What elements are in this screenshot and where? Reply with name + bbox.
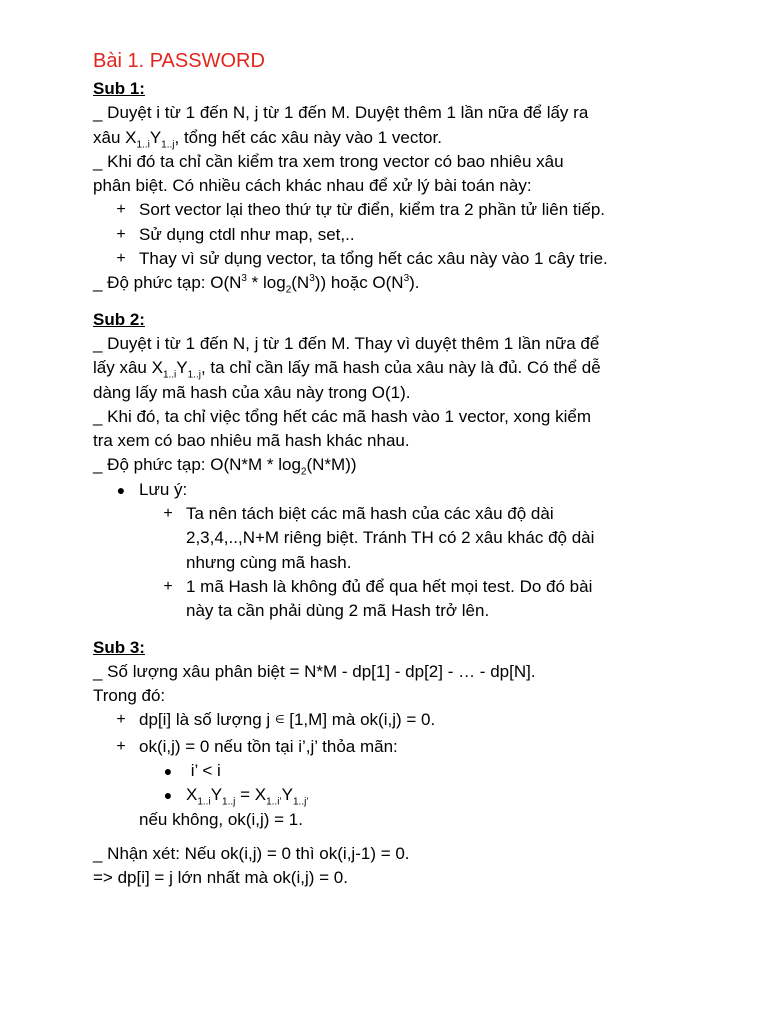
sub2-heading: Sub 2: xyxy=(93,309,145,329)
subscript: 1..j’ xyxy=(293,796,309,808)
sub3-conclusion: => dp[i] = j lớn nhất mà ok(i,j) = 0. xyxy=(93,868,348,888)
list-item-text: Ta nên tách biệt các mã hash của các xâu độ dài xyxy=(186,504,554,524)
plus-bullet-icon: + xyxy=(116,250,126,268)
text: _ Độ phức tạp: O(N*M * log xyxy=(93,455,301,475)
subscript: 1..i’ xyxy=(266,796,282,808)
subscript: 1..j xyxy=(161,138,175,150)
list-item-text: 1 mã Hash là không đủ để qua hết mọi test. Do đó bài xyxy=(186,576,593,596)
text: ). xyxy=(409,273,420,293)
spacer xyxy=(93,624,733,636)
sub1-paragraph-2a: _ Khi đó ta chỉ cần kiểm tra xem trong vector có bao nhiêu xâu xyxy=(93,151,564,171)
dot-bullet-icon: ● xyxy=(163,787,173,804)
sub3-heading: Sub 3: xyxy=(93,637,145,657)
text: _ Độ phức tạp: O(N xyxy=(93,273,242,293)
text: * log xyxy=(246,273,286,293)
superscript: 3 xyxy=(309,272,315,284)
text: , tổng hết các xâu này vào 1 vector. xyxy=(174,127,442,147)
text: [1,M] mà ok(i,j) = 0. xyxy=(284,710,436,730)
sub2-paragraph-1a: _ Duyệt i từ 1 đến N, j từ 1 đến M. Thay vì duyệt thêm 1 lần nữa để xyxy=(93,333,600,353)
list-item-text: Sử dụng ctdl như map, set,.. xyxy=(139,224,355,244)
list-item xyxy=(93,708,733,734)
plus-bullet-icon: + xyxy=(116,711,126,729)
sub3-remark: _ Nhận xét: Nếu ok(i,j) = 0 thì ok(i,j-1) = 0. xyxy=(93,843,410,863)
text: Y xyxy=(149,127,162,147)
sub3-where: Trong đó: xyxy=(93,686,166,706)
sub1-paragraph-1b xyxy=(93,126,733,150)
text: (N xyxy=(291,273,310,293)
subscript: 1..i xyxy=(197,796,211,808)
subscript: 1..j xyxy=(187,369,201,381)
list-item xyxy=(93,247,733,271)
text: xâu X xyxy=(93,127,137,147)
sub2-paragraph-1c: dàng lấy mã hash của xâu này trong O(1). xyxy=(93,382,411,402)
list-item-text: này ta cần phải dùng 2 mã Hash trở lên. xyxy=(186,601,490,621)
sub1-paragraph-2b: phân biệt. Có nhiều cách khác nhau để xử lý bài toán này: xyxy=(93,176,532,196)
note-item xyxy=(93,478,733,502)
sub1-complexity xyxy=(93,271,733,295)
plus-bullet-icon: + xyxy=(163,577,173,595)
list-item-text xyxy=(93,708,733,734)
sub2-paragraph-2b: tra xem có bao nhiêu mã hash khác nhau. xyxy=(93,431,410,451)
sub1-paragraph-1a: _ Duyệt i từ 1 đến N, j từ 1 đến M. Duyệt thêm 1 lần nữa để lấy ra xyxy=(93,103,589,123)
sub1-heading: Sub 1: xyxy=(93,79,145,98)
plus-bullet-icon: + xyxy=(116,201,126,219)
subscript: 2 xyxy=(285,284,292,296)
list-item-text: 2,3,4,..,N+M riêng biệt. Tránh TH có 2 xâu khác độ dài xyxy=(186,528,595,548)
list-item xyxy=(93,223,733,247)
subscript: 1..i xyxy=(162,369,177,381)
text: (N*M)) xyxy=(306,455,357,475)
list-item xyxy=(93,735,733,759)
subscript: 2 xyxy=(300,466,307,478)
element-of-symbol: ∈ xyxy=(274,714,285,727)
document-page xyxy=(93,47,733,891)
text: )) hoặc O(N xyxy=(314,273,404,293)
dot-bullet-icon: ● xyxy=(163,763,173,780)
text: , ta chỉ cần lấy mã hash của xâu này là đủ. Có thể dễ xyxy=(200,358,601,378)
text: lấy xâu X xyxy=(93,358,163,378)
text: = X xyxy=(235,785,267,805)
sub3-otherwise: nếu không, ok(i,j) = 1. xyxy=(139,809,303,829)
subscript: 1..j xyxy=(222,796,236,808)
dot-bullet-icon: ● xyxy=(116,481,126,498)
condition-item xyxy=(93,783,733,807)
condition-text xyxy=(93,783,733,807)
text: Y xyxy=(176,358,188,378)
text: dp[i] là số lượng j xyxy=(139,710,275,730)
sub2-paragraph-1b xyxy=(93,356,733,380)
text: Y xyxy=(281,785,293,805)
condition-text xyxy=(93,759,733,783)
superscript: 3 xyxy=(403,272,410,284)
spacer xyxy=(93,296,733,308)
list-item-text: ok(i,j) = 0 nếu tồn tại i’,j’ thỏa mãn: xyxy=(139,736,398,756)
page-title: Bài 1. PASSWORD xyxy=(93,50,265,72)
superscript: 3 xyxy=(241,272,247,284)
sub2-paragraph-2a: _ Khi đó, ta chỉ việc tổng hết các mã hash vào 1 vector, xong kiểm xyxy=(93,406,591,426)
list-item-text: nhưng cùng mã hash. xyxy=(186,552,352,572)
text: X xyxy=(186,785,198,805)
plus-bullet-icon: + xyxy=(116,225,126,243)
condition-item xyxy=(93,759,733,783)
list-item xyxy=(93,502,733,575)
subscript: 1..i xyxy=(136,138,150,150)
sub2-complexity xyxy=(93,453,733,477)
list-item-text: Thay vì sử dụng vector, ta tổng hết các xâu này vào 1 cây trie. xyxy=(139,249,608,269)
text: i’ < i xyxy=(190,761,221,781)
list-item xyxy=(93,198,733,222)
list-item xyxy=(93,575,733,624)
note-label: Lưu ý: xyxy=(139,479,188,499)
plus-bullet-icon: + xyxy=(116,737,126,755)
text: Y xyxy=(210,785,223,805)
sub3-formula: _ Số lượng xâu phân biệt = N*M - dp[1] - dp[2] - … - dp[N]. xyxy=(93,661,536,681)
plus-bullet-icon: + xyxy=(163,505,173,523)
spacer xyxy=(93,832,733,842)
list-item-text: Sort vector lại theo thứ tự từ điển, kiểm tra 2 phần tử liên tiếp. xyxy=(139,200,606,220)
